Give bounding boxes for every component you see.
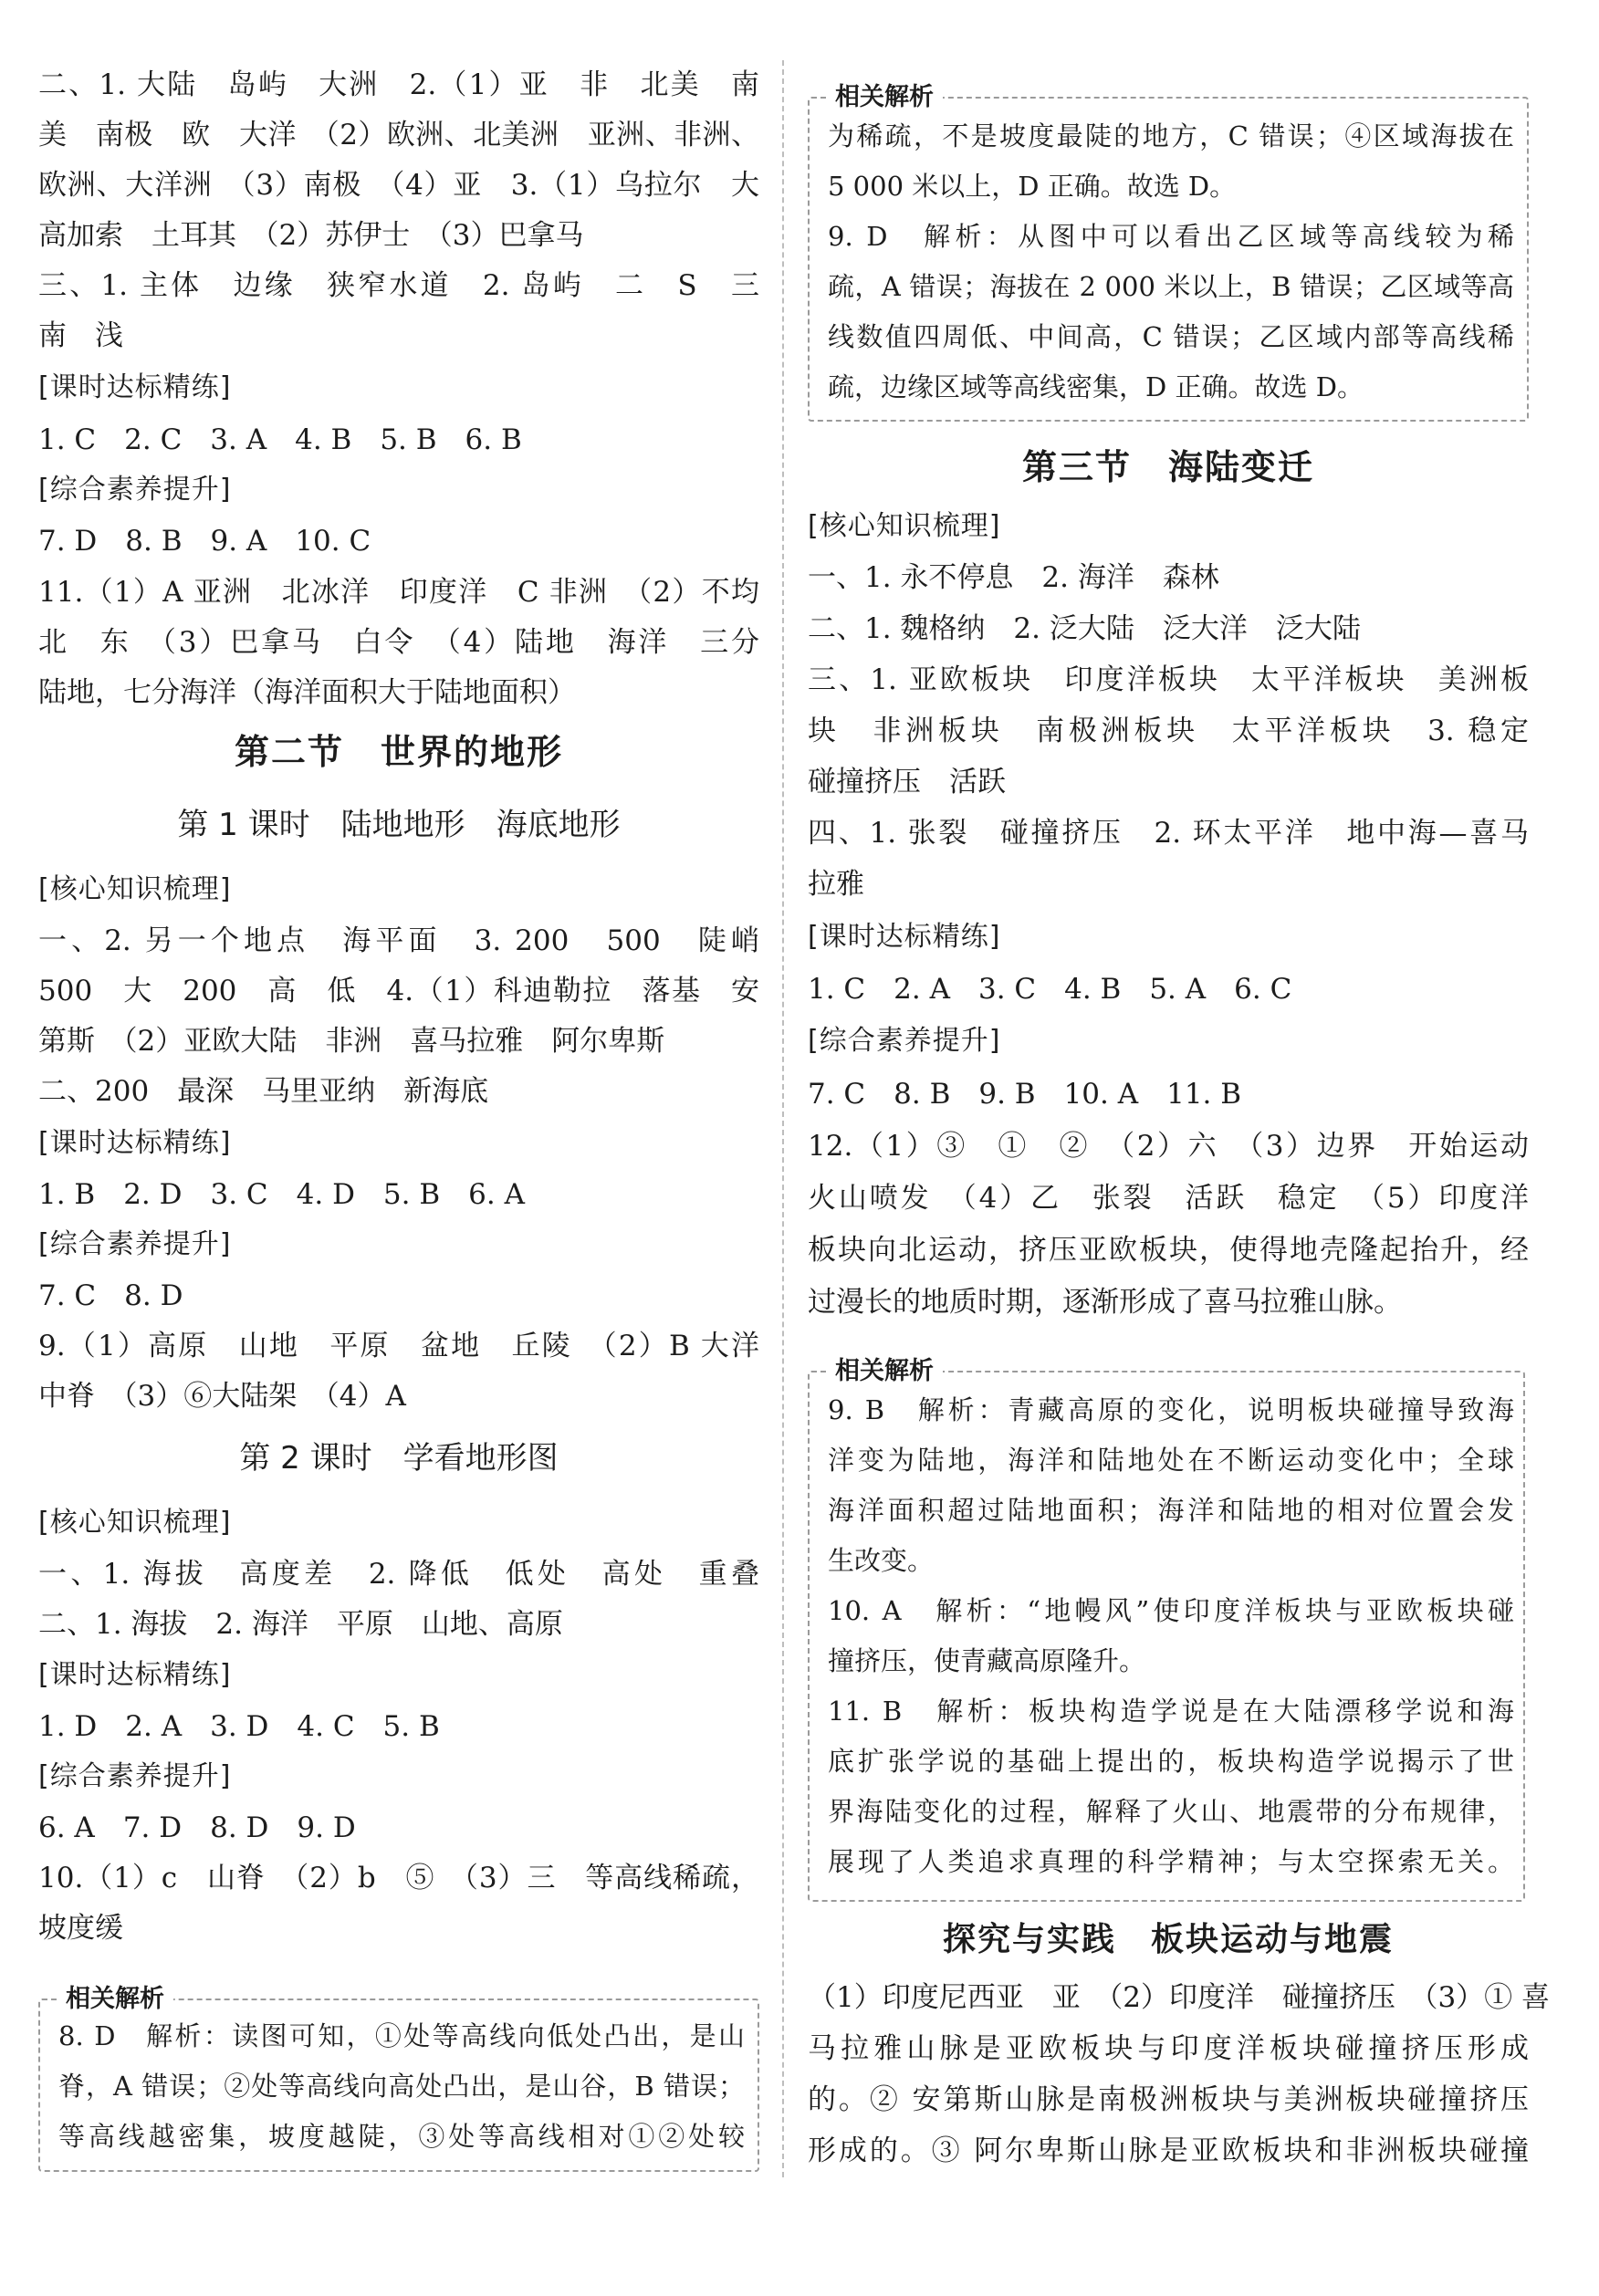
answer-line: 火山喷发 （4）乙 张裂 活跃 稳定 （5）印度洋 <box>808 1182 1529 1215</box>
column-divider <box>782 60 784 2177</box>
answer-line: 一、1. 海拔 高度差 2. 降低 低处 高处 重叠 <box>38 1558 759 1591</box>
section-tag: [课时达标精练] <box>38 1659 232 1691</box>
answer-line: 一、1. 永不停息 2. 海洋 森林 <box>808 561 1219 594</box>
answer-line: 二、1. 海拔 2. 海洋 平原 山地、高原 <box>38 1608 563 1641</box>
explanation-box-title: 相关解析 <box>57 1984 173 2015</box>
section-tag: [核心知识梳理] <box>808 510 1001 542</box>
explanation-line: 10. A 解析：“地幔风”使印度洋板块与亚欧板块碰 <box>828 1595 1514 1626</box>
explanation-box-title: 相关解析 <box>826 1356 943 1387</box>
section-heading: 第二节 世界的地形 <box>234 732 563 772</box>
lesson-heading: 第 2 课时 学看地形图 <box>239 1440 559 1477</box>
answer-line: 6. A 7. D 8. D 9. D <box>38 1811 356 1844</box>
answer-line: 中脊 （3）⑥大陆架 （4）A <box>38 1380 406 1413</box>
answer-line: 碰撞挤压 活跃 <box>808 766 1006 798</box>
explanation-line: 11. B 解析：板块构造学说是在大陆漂移学说和海 <box>828 1696 1514 1727</box>
answer-line: 10.（1）c 山脊 （2）b ⑤ （3）三 等高线稀疏， <box>38 1862 759 1894</box>
section-tag: [课时达标精练] <box>808 921 1001 953</box>
answer-line: 7. C 8. D <box>38 1279 183 1312</box>
section-tag: [课时达标精练] <box>38 1127 232 1159</box>
explanation-line: 界海陆变化的过程，解释了火山、地震带的分布规律， <box>828 1796 1514 1827</box>
answer-line: 二、1. 魏格纳 2. 泛大陆 泛大洋 泛大陆 <box>808 612 1361 645</box>
answer-line: 四、1. 张裂 碰撞挤压 2. 环太平洋 地中海—喜马 <box>808 817 1529 850</box>
answer-line: 拉雅 <box>808 868 864 901</box>
answer-line: 7. C 8. B 9. B 10. A 11. B <box>808 1078 1242 1111</box>
section-tag: [课时达标精练] <box>38 371 232 403</box>
answer-line: 陆地，七分海洋（海洋面积大于陆地面积） <box>38 676 576 709</box>
explanation-line: 8. D 解析：读图可知，①处等高线向低处凸出，是山 <box>58 2020 745 2051</box>
section-tag: [综合素养提升] <box>38 474 232 506</box>
section-tag: [核心知识梳理] <box>38 1507 232 1539</box>
answer-line: 高加索 土耳其 （2）苏伊士 （3）巴拿马 <box>38 219 584 252</box>
answer-line: 500 大 200 高 低 4.（1）科迪勒拉 落基 安 <box>38 975 759 1007</box>
answer-line: 美 南极 欧 大洋 （2）欧洲、北美洲 亚洲、非洲、 <box>38 119 759 151</box>
answer-line: 二、200 最深 马里亚纳 新海底 <box>38 1075 489 1108</box>
explanation-line: 9. B 解析：青藏高原的变化，说明板块碰撞导致海 <box>828 1394 1514 1425</box>
answer-line: 7. D 8. B 9. A 10. C <box>38 525 371 558</box>
section-heading: 探究与实践 板块运动与地震 <box>942 1921 1394 1958</box>
explanation-box <box>38 1985 759 2172</box>
section-tag: [综合素养提升] <box>808 1025 1001 1057</box>
explanation-box <box>808 83 1529 422</box>
explanation-line: 等高线越密集，坡度越陡，③处等高线相对①②处较 <box>58 2121 745 2152</box>
answer-line: 12.（1）③ ① ② （2）六 （3）边界 开始运动 <box>808 1130 1529 1163</box>
section-tag: [综合素养提升] <box>38 1228 232 1260</box>
section-heading: 第三节 海陆变迁 <box>1021 447 1314 487</box>
answer-line: 一、2. 另一个地点 海平面 3. 200 500 陡峭 <box>38 924 759 957</box>
explanation-line: 生改变。 <box>828 1545 935 1576</box>
explanation-line: 9. D 解析：从图中可以看出乙区域等高线较为稀 <box>828 221 1514 252</box>
answer-line: 1. C 2. A 3. C 4. B 5. A 6. C <box>808 973 1292 1006</box>
answer-line: 块 非洲板块 南极洲板块 太平洋板块 3. 稳定 <box>808 715 1529 747</box>
explanation-line: 疏，边缘区域等高线密集，D 正确。故选 D。 <box>828 371 1364 402</box>
explanation-line: 疏，A 错误；海拔在 2 000 米以上，B 错误；乙区域等高 <box>828 271 1514 302</box>
explanation-line: 脊，A 错误；②处等高线向高处凸出，是山谷，B 错误； <box>58 2071 745 2102</box>
answer-line: 9.（1）高原 山地 平原 盆地 丘陵 （2）B 大洋 <box>38 1330 759 1362</box>
section-tag: [综合素养提升] <box>38 1760 232 1792</box>
lesson-heading: 第 1 课时 陆地地形 海底地形 <box>177 807 621 843</box>
section-tag: [核心知识梳理] <box>38 873 232 905</box>
answer-line: 三、1. 主体 边缘 狭窄水道 2. 岛屿 二 S 三 <box>38 269 759 302</box>
answer-line: 1. B 2. D 3. C 4. D 5. B 6. A <box>38 1178 525 1211</box>
answer-line: 三、1. 亚欧板块 印度洋板块 太平洋板块 美洲板 <box>808 663 1529 696</box>
explanation-box <box>808 1357 1525 1902</box>
answer-line: 的。② 安第斯山脉是南极洲板块与美洲板块碰撞挤压 <box>808 2083 1529 2116</box>
answer-line: 坡度缓 <box>38 1912 123 1945</box>
answer-line: 11.（1）A 亚洲 北冰洋 印度洋 C 非洲 （2）不均 <box>38 576 759 609</box>
answer-line: 形成的。③ 阿尔卑斯山脉是亚欧板块和非洲板块碰撞 <box>808 2134 1529 2167</box>
answer-line: （1）印度尼西亚 亚 （2）印度洋 碰撞挤压 （3）① 喜 <box>808 1981 1551 2014</box>
answer-line: 马拉雅山脉是亚欧板块与印度洋板块碰撞挤压形成 <box>808 2032 1529 2065</box>
answer-line: 南 浅 <box>38 319 123 352</box>
answer-line: 过漫长的地质时期，逐渐形成了喜马拉雅山脉。 <box>808 1286 1402 1319</box>
explanation-line: 5 000 米以上，D 正确。故选 D。 <box>828 171 1237 202</box>
explanation-line: 为稀疏，不是坡度最陡的地方，C 错误；④区域海拔在 <box>828 120 1514 151</box>
explanation-box-title: 相关解析 <box>826 82 943 113</box>
answer-line: 1. D 2. A 3. D 4. C 5. B <box>38 1710 440 1743</box>
explanation-line: 线数值四周低、中间高，C 错误；乙区域内部等高线稀 <box>828 321 1514 352</box>
explanation-line: 展现了人类追求真理的科学精神；与太空探索无关。 <box>828 1846 1514 1877</box>
explanation-line: 撞挤压，使青藏高原隆升。 <box>828 1645 1146 1676</box>
explanation-line: 底扩张学说的基础上提出的，板块构造学说揭示了世 <box>828 1746 1514 1777</box>
answer-line: 北 东 （3）巴拿马 白令 （4）陆地 海洋 三分 <box>38 626 759 659</box>
explanation-line: 海洋面积超过陆地面积；海洋和陆地的相对位置会发 <box>828 1495 1514 1526</box>
answer-line: 欧洲、大洋洲 （3）南极 （4）亚 3.（1）乌拉尔 大 <box>38 169 759 202</box>
answer-line: 板块向北运动，挤压亚欧板块，使得地壳隆起抬升，经 <box>808 1234 1529 1267</box>
answer-line: 1. C 2. C 3. A 4. B 5. B 6. B <box>38 423 522 456</box>
answer-line: 二、1. 大陆 岛屿 大洲 2.（1）亚 非 北美 南 <box>38 68 759 101</box>
explanation-line: 洋变为陆地，海洋和陆地处在不断运动变化中；全球 <box>828 1445 1514 1476</box>
answer-line: 第斯 （2）亚欧大陆 非洲 喜马拉雅 阿尔卑斯 <box>38 1025 665 1058</box>
